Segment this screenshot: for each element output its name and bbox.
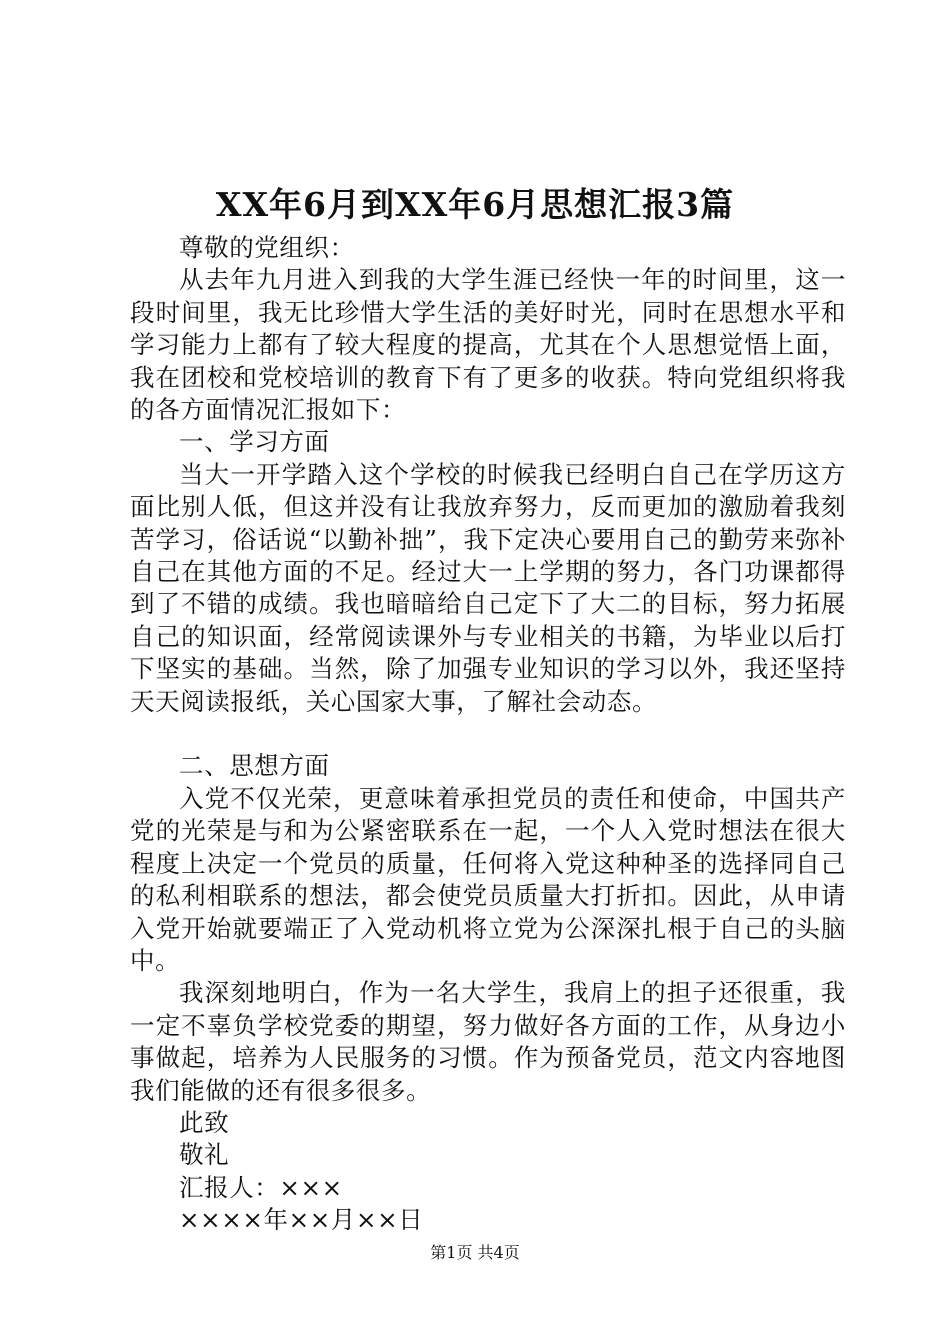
section-heading-study: 一、学习方面 [179,427,330,457]
date-line: ××××年××月××日 [179,1205,424,1235]
thought-paragraph-1: 入党不仅光荣，更意味着承担党员的责任和使命，中国共产党的光荣是与和为公紧密联系在一起，一个人入党时想法在很大程度上决定一个党员的质量，任何将入党这种种圣的选择同自己的私利相联系的想法，都会使党员质量大打折扣。因此，从申请入党开始就要端正了入党动机将立党为公深深扎根于自己的头脑中。 [130,783,846,975]
closing-line-2: 敬礼 [179,1140,230,1170]
study-paragraph: 当大一开学踏入这个学校的时候我已经明白自己在学历这方面比别人低，但这并没有让我放弃努力，反而更加的激励着我刻苦学习，俗话说“以勤补拙”，我下定决心要用自己的勤劳来弥补自己在其他方面的不足。经过大一上学期的努力，各门功课都得到了不错的成绩。我也暗暗给自己定下了大二的目标，努力拓展自己的知识面，经常阅读课外与专业相关的书籍，为毕业以后打下坚实的基础。当然，除了加强专业知识的学习以外，我还坚持天天阅读报纸，关心国家大事，了解社会动态。 [130,459,846,716]
document-title: XX年6月到XX年6月思想汇报3篇 [215,185,735,224]
thought-paragraph-2: 我深刻地明白，作为一名大学生，我肩上的担子还很重，我一定不辜负学校党委的期望，努力做好各方面的工作，从身边小事做起，培养为人民服务的习惯。作为预备党员，范文内容地图我们能做的还有很多很多。 [130,978,846,1105]
page-footer: 第1页 共4页 [430,1243,520,1262]
salutation: 尊敬的党组织： [179,233,355,262]
intro-paragraph: 从去年九月进入到我的大学生涯已经快一年的时间里，这一段时间里，我无比珍惜大学生活的美好时光，同时在思想水平和学习能力上都有了较大程度的提高，尤其在个人思想觉悟上面，我在团校和党校培训的教育下有了更多的收获。特向党组织将我的各方面情况汇报如下： [130,265,846,425]
reporter-line: 汇报人：××× [179,1172,343,1202]
closing-line-1: 此致 [179,1107,230,1137]
section-heading-thought: 二、思想方面 [179,751,330,781]
blank-line [130,718,846,750]
document-body [130,232,846,1237]
